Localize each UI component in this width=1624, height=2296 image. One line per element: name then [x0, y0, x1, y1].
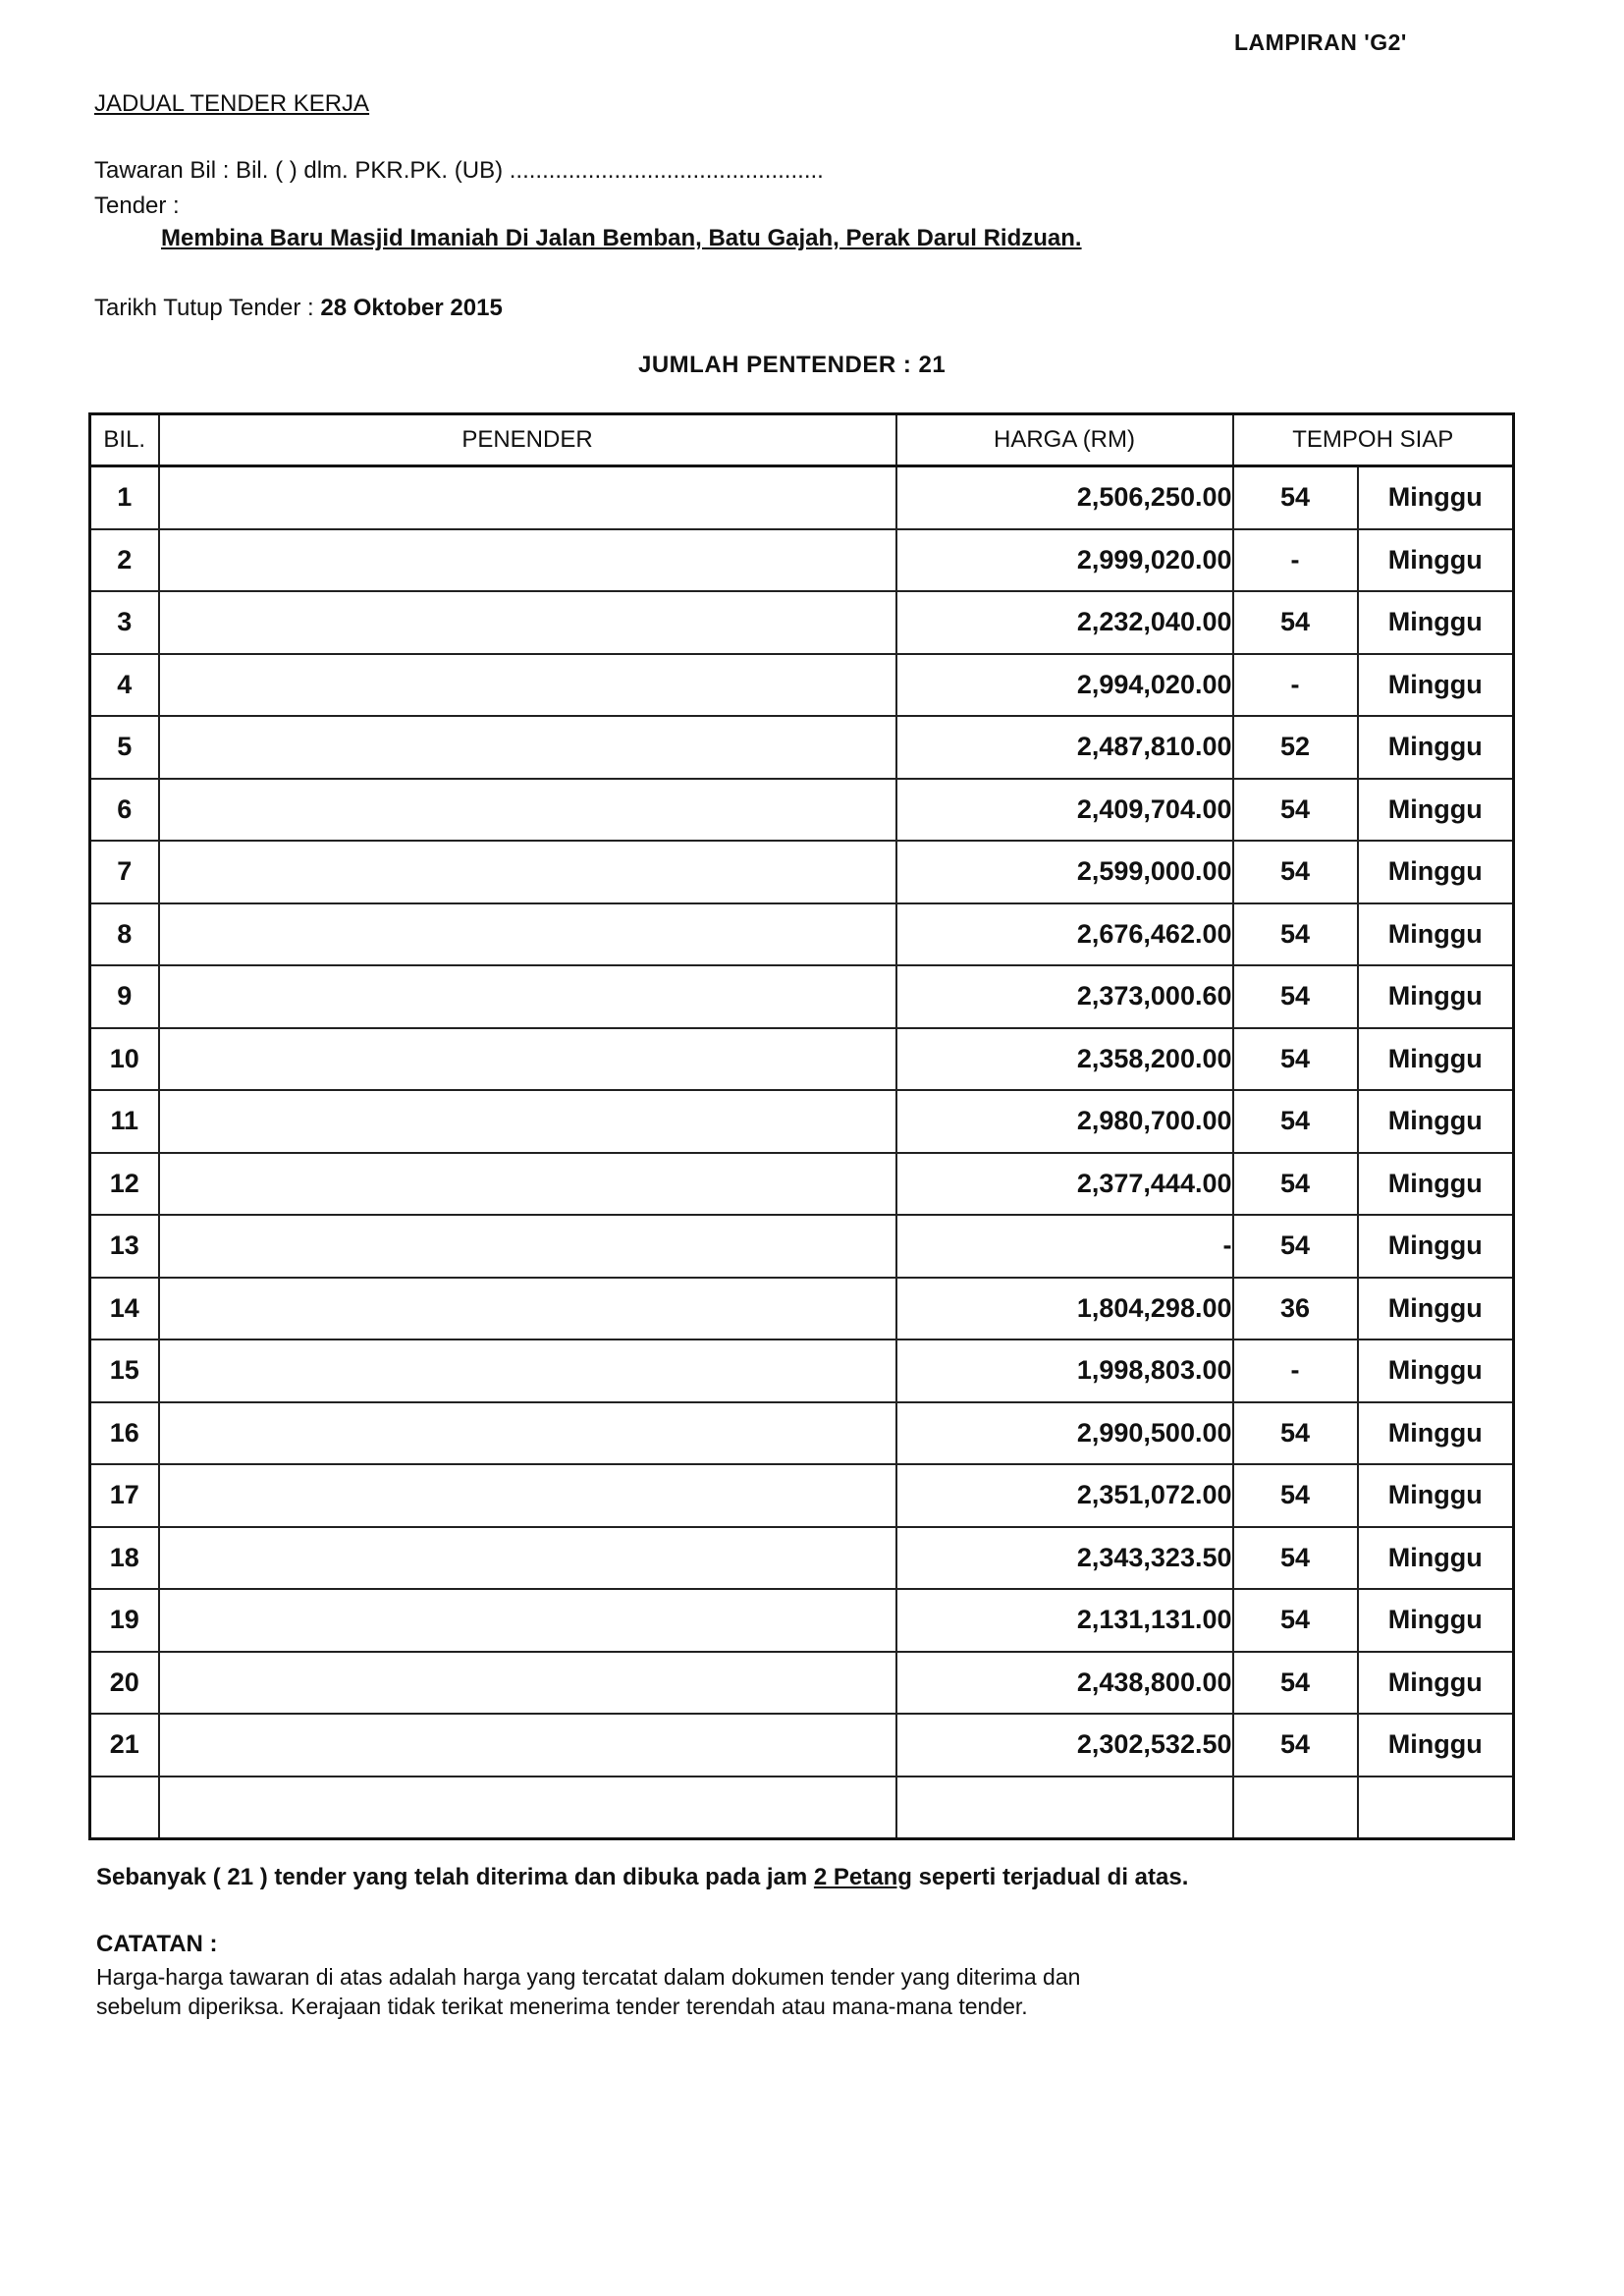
- cell-unit: Minggu: [1358, 591, 1514, 654]
- cell-price: 2,131,131.00: [896, 1589, 1233, 1652]
- cell-weeks: 54: [1233, 965, 1358, 1028]
- cell-weeks: 54: [1233, 1402, 1358, 1465]
- cell-price: 1,804,298.00: [896, 1278, 1233, 1340]
- cell-tenderer: [159, 466, 896, 529]
- header-tenderer: PENENDER: [159, 414, 896, 466]
- cell-unit: Minggu: [1358, 716, 1514, 779]
- note-line-1: Harga-harga tawaran di atas adalah harga yang tercatat dalam dokumen tender yang diterima dan: [96, 1964, 1081, 1990]
- table-row: [90, 1464, 1514, 1527]
- cell-bil: 10: [90, 1028, 159, 1091]
- cell-weeks: 54: [1233, 1527, 1358, 1590]
- cell-price: 2,302,532.50: [896, 1714, 1233, 1777]
- cell-tenderer: [159, 1090, 896, 1153]
- cell-price: 2,506,250.00: [896, 466, 1233, 529]
- cell-unit: Minggu: [1358, 1028, 1514, 1091]
- table-row: [90, 1402, 1514, 1465]
- cell-bil: 9: [90, 965, 159, 1028]
- cell-bil: 20: [90, 1652, 159, 1715]
- table-row: [90, 466, 1514, 529]
- table-header-row: [90, 414, 1514, 466]
- cell-weeks: 54: [1233, 1028, 1358, 1091]
- cell-bil: 1: [90, 466, 159, 529]
- cell-bil: 21: [90, 1714, 159, 1777]
- cell-bil: 2: [90, 529, 159, 592]
- table-row: [90, 1714, 1514, 1777]
- cell-unit: Minggu: [1358, 529, 1514, 592]
- tender-rows: [90, 466, 1514, 1839]
- cell-weeks: 54: [1233, 1714, 1358, 1777]
- cell-unit: Minggu: [1358, 654, 1514, 717]
- cell-price: 2,438,800.00: [896, 1652, 1233, 1715]
- cell-tenderer: [159, 654, 896, 717]
- cell-bil: 12: [90, 1153, 159, 1216]
- header-bil: BIL.: [90, 414, 159, 466]
- tender-table: [88, 412, 1515, 1840]
- cell-bil: 17: [90, 1464, 159, 1527]
- cell-tenderer: [159, 529, 896, 592]
- closing-date-label: Tarikh Tutup Tender :: [94, 295, 314, 321]
- table-row: [90, 1652, 1514, 1715]
- cell-tenderer: [159, 903, 896, 966]
- cell-price: 2,676,462.00: [896, 903, 1233, 966]
- tenderer-count: JUMLAH PENTENDER : 21: [638, 352, 947, 378]
- table-row: [90, 1527, 1514, 1590]
- summary-prefix: Sebanyak ( 21 ) tender yang telah diterima dan dibuka pada jam: [96, 1864, 814, 1890]
- cell-bil: 13: [90, 1215, 159, 1278]
- note-line-2: sebelum diperiksa. Kerajaan tidak terikat menerima tender terendah atau mana-mana tender.: [96, 1994, 1028, 2019]
- cell-bil: 3: [90, 591, 159, 654]
- cell-weeks: [1233, 1777, 1358, 1839]
- cell-unit: Minggu: [1358, 903, 1514, 966]
- cell-weeks: 54: [1233, 591, 1358, 654]
- table-row: [90, 779, 1514, 842]
- cell-unit: Minggu: [1358, 1652, 1514, 1715]
- cell-bil: 6: [90, 779, 159, 842]
- table-row: [90, 965, 1514, 1028]
- project-title: Membina Baru Masjid Imaniah Di Jalan Bemban, Batu Gajah, Perak Darul Ridzuan.: [161, 225, 1082, 251]
- cell-price: 2,994,020.00: [896, 654, 1233, 717]
- cell-bil: 16: [90, 1402, 159, 1465]
- cell-unit: Minggu: [1358, 1153, 1514, 1216]
- cell-price: 2,599,000.00: [896, 841, 1233, 903]
- cell-weeks: -: [1233, 529, 1358, 592]
- cell-unit: Minggu: [1358, 1402, 1514, 1465]
- cell-tenderer: [159, 1402, 896, 1465]
- table-row: [90, 1153, 1514, 1216]
- cell-tenderer: [159, 716, 896, 779]
- table-row: [90, 716, 1514, 779]
- cell-price: 2,373,000.60: [896, 965, 1233, 1028]
- cell-price: 2,343,323.50: [896, 1527, 1233, 1590]
- cell-bil: 18: [90, 1527, 159, 1590]
- cell-tenderer: [159, 1278, 896, 1340]
- cell-price: -: [896, 1215, 1233, 1278]
- table-row: [90, 654, 1514, 717]
- cell-weeks: -: [1233, 654, 1358, 717]
- cell-tenderer: [159, 1028, 896, 1091]
- table-row: [90, 591, 1514, 654]
- cell-unit: Minggu: [1358, 1589, 1514, 1652]
- cell-price: 2,232,040.00: [896, 591, 1233, 654]
- cell-price: 1,998,803.00: [896, 1339, 1233, 1402]
- tender-label: Tender :: [94, 192, 180, 219]
- cell-unit: Minggu: [1358, 1714, 1514, 1777]
- offer-number-line: Tawaran Bil : Bil. ( ) dlm. PKR.PK. (UB) ................................................: [94, 157, 824, 184]
- cell-weeks: 54: [1233, 1652, 1358, 1715]
- table-row: [90, 1090, 1514, 1153]
- cell-tenderer: [159, 1777, 896, 1839]
- cell-tenderer: [159, 965, 896, 1028]
- cell-price: 2,990,500.00: [896, 1402, 1233, 1465]
- summary-line: [96, 1864, 1188, 1891]
- cell-tenderer: [159, 1339, 896, 1402]
- document-title: JADUAL TENDER KERJA: [94, 90, 370, 117]
- table-row: [90, 1777, 1514, 1839]
- cell-price: 2,409,704.00: [896, 779, 1233, 842]
- closing-date-line: [94, 295, 503, 322]
- cell-price: 2,999,020.00: [896, 529, 1233, 592]
- cell-unit: Minggu: [1358, 466, 1514, 529]
- cell-price: 2,358,200.00: [896, 1028, 1233, 1091]
- cell-price: 2,487,810.00: [896, 716, 1233, 779]
- cell-unit: [1358, 1777, 1514, 1839]
- summary-suffix: seperti terjadual di atas.: [911, 1864, 1189, 1890]
- table-row: [90, 841, 1514, 903]
- cell-unit: Minggu: [1358, 1090, 1514, 1153]
- cell-weeks: 54: [1233, 1589, 1358, 1652]
- table-row: [90, 903, 1514, 966]
- cell-tenderer: [159, 1714, 896, 1777]
- table-row: [90, 1028, 1514, 1091]
- cell-weeks: 54: [1233, 1215, 1358, 1278]
- cell-unit: Minggu: [1358, 1278, 1514, 1340]
- cell-weeks: 54: [1233, 779, 1358, 842]
- cell-weeks: 54: [1233, 1090, 1358, 1153]
- cell-bil: [90, 1777, 159, 1839]
- cell-unit: Minggu: [1358, 1464, 1514, 1527]
- note-heading: CATATAN :: [96, 1931, 218, 1957]
- closing-date-value: 28 Oktober 2015: [320, 295, 503, 321]
- cell-weeks: 54: [1233, 1464, 1358, 1527]
- cell-price: [896, 1777, 1233, 1839]
- summary-time: 2 Petang: [813, 1864, 912, 1890]
- cell-bil: 14: [90, 1278, 159, 1340]
- cell-bil: 19: [90, 1589, 159, 1652]
- header-duration: TEMPOH SIAP: [1233, 414, 1514, 466]
- cell-tenderer: [159, 1589, 896, 1652]
- table-row: [90, 1589, 1514, 1652]
- cell-price: 2,351,072.00: [896, 1464, 1233, 1527]
- cell-tenderer: [159, 591, 896, 654]
- cell-unit: Minggu: [1358, 1215, 1514, 1278]
- cell-unit: Minggu: [1358, 1339, 1514, 1402]
- cell-tenderer: [159, 841, 896, 903]
- cell-unit: Minggu: [1358, 779, 1514, 842]
- cell-bil: 4: [90, 654, 159, 717]
- cell-weeks: -: [1233, 1339, 1358, 1402]
- cell-tenderer: [159, 779, 896, 842]
- cell-bil: 5: [90, 716, 159, 779]
- cell-weeks: 36: [1233, 1278, 1358, 1340]
- cell-tenderer: [159, 1464, 896, 1527]
- appendix-label: LAMPIRAN 'G2': [1234, 29, 1407, 55]
- table-row: [90, 1278, 1514, 1340]
- cell-weeks: 54: [1233, 841, 1358, 903]
- cell-weeks: 52: [1233, 716, 1358, 779]
- table-row: [90, 529, 1514, 592]
- table-row: [90, 1339, 1514, 1402]
- cell-weeks: 54: [1233, 903, 1358, 966]
- cell-unit: Minggu: [1358, 1527, 1514, 1590]
- cell-tenderer: [159, 1153, 896, 1216]
- cell-weeks: 54: [1233, 1153, 1358, 1216]
- cell-price: 2,377,444.00: [896, 1153, 1233, 1216]
- cell-tenderer: [159, 1527, 896, 1590]
- cell-bil: 7: [90, 841, 159, 903]
- cell-price: 2,980,700.00: [896, 1090, 1233, 1153]
- cell-bil: 11: [90, 1090, 159, 1153]
- cell-weeks: 54: [1233, 466, 1358, 529]
- cell-unit: Minggu: [1358, 965, 1514, 1028]
- table-row: [90, 1215, 1514, 1278]
- cell-bil: 15: [90, 1339, 159, 1402]
- cell-tenderer: [159, 1652, 896, 1715]
- cell-unit: Minggu: [1358, 841, 1514, 903]
- header-price: HARGA (RM): [896, 414, 1233, 466]
- cell-tenderer: [159, 1215, 896, 1278]
- cell-bil: 8: [90, 903, 159, 966]
